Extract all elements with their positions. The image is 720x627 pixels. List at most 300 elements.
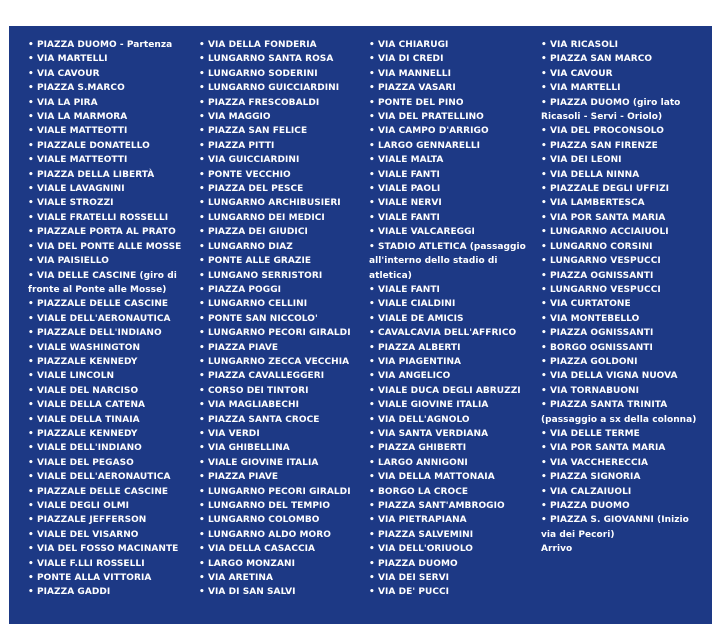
route-stop	[541, 269, 701, 283]
bullet-icon: •	[199, 40, 205, 50]
bullet-icon: •	[28, 97, 34, 108]
bullet-icon: •	[369, 227, 375, 238]
bullet-icon: •	[369, 558, 375, 569]
route-stop-label: LUNGARNO ARCHIBUSIERI	[208, 198, 341, 209]
bullet-icon: •	[369, 313, 375, 324]
bullet-icon: •	[28, 68, 34, 79]
bullet-icon: •	[199, 457, 205, 468]
route-stop-label: VIA DELLE CASCINE (giro di fronte al Ponte alle Mosse)	[28, 270, 181, 295]
route-stop	[28, 470, 199, 484]
bullet-icon: •	[28, 155, 34, 166]
route-stop-label: LUNGARNO GUICCIARDINI	[208, 83, 340, 94]
route-stop	[28, 297, 199, 311]
bullet-icon: •	[541, 371, 547, 382]
route-stop	[28, 585, 199, 599]
route-stop-label: VIA DEI LEONI	[550, 155, 622, 166]
route-stop	[199, 557, 369, 571]
bullet-icon: •	[541, 54, 547, 65]
bullet-icon: •	[541, 241, 547, 252]
route-stop	[369, 297, 541, 311]
bullet-icon: •	[541, 270, 547, 281]
route-stop-label: PIAZZA S. GIOVANNI (Inizio via dei Pecori)	[541, 515, 693, 540]
route-stop	[199, 139, 369, 153]
route-stop	[28, 369, 199, 383]
bullet-icon: •	[28, 299, 34, 310]
route-stop	[199, 355, 369, 369]
route-stop-label: VIALE CIALDINI	[378, 299, 456, 310]
route-stop	[369, 168, 541, 182]
route-stop	[28, 499, 199, 513]
route-stop-label: VIA GUICCIARDINI	[208, 155, 300, 166]
bullet-icon: •	[369, 529, 375, 540]
bullet-icon: •	[541, 443, 547, 454]
route-stop-label: VIALE STROZZI	[37, 198, 114, 209]
bullet-icon: •	[199, 169, 205, 180]
route-stop-label: LUNGARNO CELLINI	[208, 299, 308, 310]
route-stop	[199, 211, 369, 225]
route-stop	[369, 153, 541, 167]
route-stop-label: PIAZZA GADDI	[37, 587, 111, 598]
bullet-icon: •	[369, 457, 375, 468]
bullet-icon: •	[28, 40, 34, 50]
route-stop-label: PIAZZA PIAVE	[208, 342, 279, 353]
route-stop	[199, 196, 369, 210]
route-stop-label: PIAZZA SAN FELICE	[208, 126, 308, 137]
route-stop	[199, 499, 369, 513]
route-stop-label: VIA MONTEBELLO	[550, 313, 640, 324]
route-stop-label: LUNGARNO DIAZ	[208, 241, 293, 252]
route-stop	[369, 456, 541, 470]
route-stop-label: VIA CAVOUR	[550, 68, 613, 79]
route-stop	[28, 182, 199, 196]
bullet-icon: •	[199, 328, 205, 339]
route-stop-label: PIAZZA DUOMO (giro lato Ricasoli - Servi - Oriolo)	[541, 97, 684, 123]
route-stop	[541, 470, 701, 484]
route-stop-label: VIA POR SANTA MARIA	[550, 443, 666, 454]
route-stop-label: VIA LA PIRA	[37, 97, 98, 108]
bullet-icon: •	[199, 414, 205, 425]
route-stop-label: VIALE VALCAREGGI	[378, 227, 475, 238]
bullet-icon: •	[369, 112, 375, 123]
bullet-icon: •	[199, 184, 205, 195]
bullet-icon: •	[369, 54, 375, 65]
route-stop-label: VIA CHIARUGI	[378, 40, 449, 50]
bullet-icon: •	[541, 198, 547, 209]
route-stop-label: PIAZZA ALBERTI	[378, 342, 461, 353]
route-stop-label: PONTE ALLA VITTORIA	[37, 573, 152, 584]
route-stop	[28, 196, 199, 210]
route-stop-label: VIALE FRATELLI ROSSELLI	[37, 212, 169, 223]
route-stop-label: VIA VACCHERECCIA	[550, 457, 649, 468]
bullet-icon: •	[369, 428, 375, 439]
bullet-icon: •	[28, 558, 34, 569]
route-stop-label: LUNGARNO VESPUCCI	[550, 284, 661, 295]
route-stop-label: VIALE DELL'AERONAUTICA	[37, 313, 171, 324]
route-stop-label: PIAZZALE DEGLI UFFIZI	[550, 184, 670, 195]
bullet-icon: •	[369, 356, 375, 367]
route-stop	[541, 139, 701, 153]
route-stop	[369, 441, 541, 455]
route-stop-label: PONTE VECCHIO	[208, 169, 291, 180]
route-stop-label: PIAZZALE DELLE CASCINE	[37, 299, 169, 310]
route-stop-label: PIAZZA SAN MARCO	[550, 54, 653, 65]
route-stop-label: VIALE NERVI	[378, 198, 442, 209]
route-stop	[541, 153, 701, 167]
route-stop	[369, 225, 541, 239]
route-stop-label: PIAZZA S.MARCO	[37, 83, 125, 94]
bullet-icon: •	[541, 356, 547, 367]
route-stop	[369, 485, 541, 499]
route-stop	[369, 326, 541, 340]
bullet-icon: •	[199, 299, 205, 310]
route-stop-label: VIA MAGLIABECHI	[208, 400, 300, 411]
bullet-icon: •	[369, 385, 375, 396]
route-stop-label: VIA RICASOLI	[550, 40, 619, 50]
route-stop-label: PIAZZA DEI GIUDICI	[208, 227, 308, 238]
bullet-icon: •	[369, 126, 375, 137]
route-stop	[369, 513, 541, 527]
route-stop-label: VIALE F.LLI ROSSELLI	[37, 558, 145, 569]
route-stop	[199, 485, 369, 499]
route-stop-label: VIALE MALTA	[378, 155, 444, 166]
route-stop-label: CAVALCAVIA DELL'AFFRICO	[378, 328, 517, 339]
route-stop	[28, 38, 199, 52]
bullet-icon: •	[199, 284, 205, 295]
bullet-icon: •	[28, 529, 34, 540]
route-stop	[369, 240, 541, 283]
route-stop-label: VIA MAGGIO	[208, 112, 271, 123]
route-stop	[199, 110, 369, 124]
route-stop-label: VIA DI SAN SALVI	[208, 587, 296, 598]
route-stop	[541, 485, 701, 499]
route-stop	[541, 124, 701, 138]
route-stop-label: PIAZZA VASARI	[378, 83, 456, 94]
route-stop-label: VIALE DELLA CATENA	[37, 400, 146, 411]
bullet-icon: •	[199, 342, 205, 353]
bullet-icon: •	[28, 472, 34, 483]
bullet-icon: •	[541, 40, 547, 50]
route-stop	[28, 427, 199, 441]
bullet-icon: •	[541, 385, 547, 396]
bullet-icon: •	[541, 256, 547, 267]
bullet-icon: •	[28, 112, 34, 123]
bullet-icon: •	[28, 54, 34, 65]
bullet-icon: •	[199, 472, 205, 483]
route-stop-label: VIALE DELL'INDIANO	[37, 443, 142, 454]
bullet-icon: •	[28, 241, 34, 252]
route-stop	[369, 341, 541, 355]
route-stop	[369, 384, 541, 398]
route-stop-label: VIA MARTELLI	[550, 83, 621, 94]
bullet-icon: •	[28, 587, 34, 598]
route-stop-label: LUNGARNO DEI MEDICI	[208, 212, 325, 223]
route-stop	[369, 470, 541, 484]
route-stop	[28, 557, 199, 571]
route-stop-label: LUNGARNO ALDO MORO	[208, 529, 331, 540]
route-stop	[199, 341, 369, 355]
route-stop	[369, 81, 541, 95]
bullet-icon: •	[199, 558, 205, 569]
route-stop-label: LUNGARNO SODERINI	[208, 68, 318, 79]
bullet-icon: •	[369, 184, 375, 195]
route-stop-label: PIAZZALE KENNEDY	[37, 428, 138, 439]
route-stop-label: VIALE GIOVINE ITALIA	[208, 457, 319, 468]
bullet-icon: •	[28, 385, 34, 396]
route-column-2	[199, 38, 369, 624]
route-stop	[199, 384, 369, 398]
route-stop	[541, 456, 701, 470]
bullet-icon: •	[369, 371, 375, 382]
bullet-icon: •	[369, 40, 375, 50]
bullet-icon: •	[28, 515, 34, 526]
route-stop	[199, 182, 369, 196]
bullet-icon: •	[369, 284, 375, 295]
route-stop-label: VIA LA MARMORA	[37, 112, 128, 123]
route-stop	[369, 355, 541, 369]
route-stop-label: VIA CALZAIUOLI	[550, 486, 632, 497]
bullet-icon: •	[199, 212, 205, 223]
route-stop	[199, 283, 369, 297]
route-stop-label: CORSO DEI TINTORI	[208, 385, 309, 396]
route-stop-label: VIA DEL PONTE ALLE MOSSE	[37, 241, 182, 252]
bullet-icon: •	[541, 140, 547, 151]
route-stop-label: VIA MARTELLI	[37, 54, 108, 65]
route-stop	[369, 557, 541, 571]
route-stop	[199, 369, 369, 383]
route-stop	[369, 499, 541, 513]
bullet-icon: •	[199, 126, 205, 137]
bullet-icon: •	[199, 573, 205, 584]
route-stop-label: VIALE GIOVINE ITALIA	[378, 400, 489, 411]
bullet-icon: •	[28, 573, 34, 584]
bullet-icon: •	[199, 515, 205, 526]
route-stop	[28, 528, 199, 542]
route-stop-label: STADIO ATLETICA (passaggio all'interno dello stadio di atletica)	[369, 241, 530, 281]
route-stop-label: VIALE DELL'AERONAUTICA	[37, 472, 171, 483]
route-stop	[541, 513, 701, 542]
bullet-icon: •	[199, 112, 205, 123]
route-stop-label: VIALE DUCA DEGLI ABRUZZI	[378, 385, 521, 396]
route-stop-label: VIA DELLA MATTONAIA	[378, 472, 495, 483]
route-stop-label: PONTE ALLE GRAZIE	[208, 256, 312, 267]
route-panel	[9, 26, 712, 624]
route-stop-label: BORGO LA CROCE	[378, 486, 469, 497]
route-stop-label: VIA CURTATONE	[550, 299, 631, 310]
route-stop-label: VIALE FANTI	[378, 169, 440, 180]
bullet-icon: •	[199, 155, 205, 166]
bullet-icon: •	[28, 443, 34, 454]
bullet-icon: •	[199, 587, 205, 598]
bullet-icon: •	[369, 515, 375, 526]
bullet-icon: •	[28, 184, 34, 195]
bullet-icon: •	[28, 486, 34, 497]
bullet-icon: •	[199, 544, 205, 555]
route-stop	[541, 312, 701, 326]
route-stop-label: VIA MANNELLI	[378, 68, 451, 79]
route-stop	[28, 513, 199, 527]
bullet-icon: •	[369, 587, 375, 598]
route-stop	[199, 398, 369, 412]
route-stop	[369, 571, 541, 585]
route-stop-label: LUNGARNO PECORI GIRALDI	[208, 486, 351, 497]
bullet-icon: •	[199, 385, 205, 396]
route-stop-label: VIA DELL'ORIUOLO	[378, 544, 474, 555]
route-stop	[369, 52, 541, 66]
bullet-icon: •	[28, 356, 34, 367]
route-stop-label: PIAZZA SANTA TRINITA (passaggio a sx della colonna)	[541, 400, 697, 425]
route-stop	[369, 427, 541, 441]
route-stop-label: PONTE SAN NICCOLO'	[208, 313, 318, 324]
bullet-icon: •	[28, 126, 34, 137]
bullet-icon: •	[541, 486, 547, 497]
route-stop-label: VIA DE' PUCCI	[378, 587, 450, 598]
bullet-icon: •	[199, 241, 205, 252]
route-stop-label: VIALE DEL PEGASO	[37, 457, 134, 468]
route-stop	[28, 341, 199, 355]
bullet-icon: •	[541, 400, 547, 411]
route-stop-label: PIAZZA FRESCOBALDI	[208, 97, 320, 108]
route-stop-label: PIAZZA DUOMO	[378, 558, 458, 569]
bullet-icon: •	[199, 227, 205, 238]
route-stop	[199, 571, 369, 585]
route-stop-label: VIA DEL PRATELLINO	[378, 112, 484, 123]
bullet-icon: •	[541, 472, 547, 483]
route-stop-label: LARGO MONZANI	[208, 558, 295, 569]
route-stop-label: PIAZZA OGNISSANTI	[550, 270, 654, 281]
bullet-icon: •	[28, 414, 34, 425]
route-stop	[199, 441, 369, 455]
route-stop-label: LARGO ANNIGONI	[378, 457, 468, 468]
bullet-icon: •	[369, 68, 375, 79]
route-stop	[28, 225, 199, 239]
route-stop	[541, 240, 701, 254]
bullet-icon: •	[369, 83, 375, 94]
route-stop-label: PIAZZALE DONATELLO	[37, 140, 150, 151]
route-stop	[541, 52, 701, 66]
bullet-icon: •	[28, 169, 34, 180]
route-stop	[541, 441, 701, 455]
route-stop-label: VIA POR SANTA MARIA	[550, 212, 666, 223]
route-stop-label: VIA DI CREDI	[378, 54, 444, 65]
route-stop	[369, 413, 541, 427]
route-stop	[541, 168, 701, 182]
route-stop	[28, 254, 199, 268]
route-stop	[28, 542, 199, 556]
bullet-icon: •	[28, 256, 34, 267]
route-stop	[369, 211, 541, 225]
route-stop	[199, 513, 369, 527]
route-stop-label: PIAZZA SANTA CROCE	[208, 414, 320, 425]
route-stop	[369, 67, 541, 81]
route-stop-label: VIA DELLA CASACCIA	[208, 544, 316, 555]
route-stop	[199, 585, 369, 599]
bullet-icon: •	[28, 428, 34, 439]
route-stop	[541, 182, 701, 196]
bullet-icon: •	[199, 371, 205, 382]
bullet-icon: •	[28, 544, 34, 555]
route-stop	[199, 326, 369, 340]
bullet-icon: •	[28, 400, 34, 411]
route-stop-label: PIAZZALE DELLE CASCINE	[37, 486, 169, 497]
route-stop	[541, 369, 701, 383]
route-stop	[199, 240, 369, 254]
route-stop	[28, 456, 199, 470]
route-stop-label: PONTE DEL PINO	[378, 97, 464, 108]
route-stop	[28, 441, 199, 455]
bullet-icon: •	[199, 356, 205, 367]
bullet-icon: •	[28, 140, 34, 151]
bullet-icon: •	[369, 97, 375, 108]
route-stop	[369, 196, 541, 210]
bullet-icon: •	[369, 155, 375, 166]
bullet-icon: •	[199, 256, 205, 267]
route-stop	[28, 81, 199, 95]
bullet-icon: •	[369, 342, 375, 353]
bullet-icon: •	[28, 328, 34, 339]
bullet-icon: •	[28, 212, 34, 223]
route-stop	[369, 398, 541, 412]
route-stop-label: PIAZZA SAN FIRENZE	[550, 140, 658, 151]
route-stop	[28, 571, 199, 585]
route-stop	[541, 283, 701, 297]
route-stop-label: LUNGANO SERRISTORI	[208, 270, 323, 281]
bullet-icon: •	[28, 227, 34, 238]
bullet-icon: •	[199, 501, 205, 511]
route-stop-label: VIA SANTA VERDIANA	[378, 428, 489, 439]
route-stop	[541, 211, 701, 225]
route-stop-label: VIALE PAOLI	[378, 184, 441, 195]
route-stop	[541, 427, 701, 441]
route-stop-label: LUNGARNO VESPUCCI	[550, 256, 661, 267]
route-stop-label: VIA DELLA FONDERIA	[208, 40, 317, 50]
bullet-icon: •	[541, 212, 547, 223]
route-stop	[541, 254, 701, 268]
route-stop-label: VIA LAMBERTESCA	[550, 198, 645, 209]
route-stop	[28, 398, 199, 412]
bullet-icon: •	[28, 198, 34, 209]
route-stop-label: VIALE LINCOLN	[37, 371, 115, 382]
route-stop-label: PIAZZA PITTI	[208, 140, 275, 151]
bullet-icon: •	[199, 140, 205, 151]
bullet-icon: •	[541, 342, 547, 353]
bullet-icon: •	[541, 501, 547, 511]
route-stop	[199, 528, 369, 542]
route-stop	[28, 269, 199, 298]
route-stop	[369, 96, 541, 110]
bullet-icon: •	[199, 97, 205, 108]
route-stop-label: VIA DELLE TERME	[550, 428, 640, 439]
route-stop-label: PIAZZALE PORTA AL PRATO	[37, 227, 176, 238]
route-stop-label: VIA DELL'AGNOLO	[378, 414, 470, 425]
bullet-icon: •	[28, 371, 34, 382]
route-stop-label: VIA ANGELICO	[378, 371, 451, 382]
route-stop-label: VIA DEL PROCONSOLO	[550, 126, 664, 137]
route-stop-label: VIA CAVOUR	[37, 68, 100, 79]
bullet-icon: •	[199, 443, 205, 454]
route-stop-label: PIAZZA GOLDONI	[550, 356, 638, 367]
route-stop	[199, 225, 369, 239]
bullet-icon: •	[369, 140, 375, 151]
route-stop-label: VIA DELLA VIGNA NUOVA	[550, 371, 678, 382]
route-stop-label: VIALE WASHINGTON	[37, 342, 141, 353]
route-stop	[199, 269, 369, 283]
bullet-icon: •	[28, 501, 34, 511]
bullet-icon: •	[369, 443, 375, 454]
route-stop	[541, 398, 701, 427]
route-stop-label: LUNGARNO ZECCA VECCHIA	[208, 356, 350, 367]
route-stop-label: PIAZZA OGNISSANTI	[550, 328, 654, 339]
route-stop	[541, 96, 701, 125]
